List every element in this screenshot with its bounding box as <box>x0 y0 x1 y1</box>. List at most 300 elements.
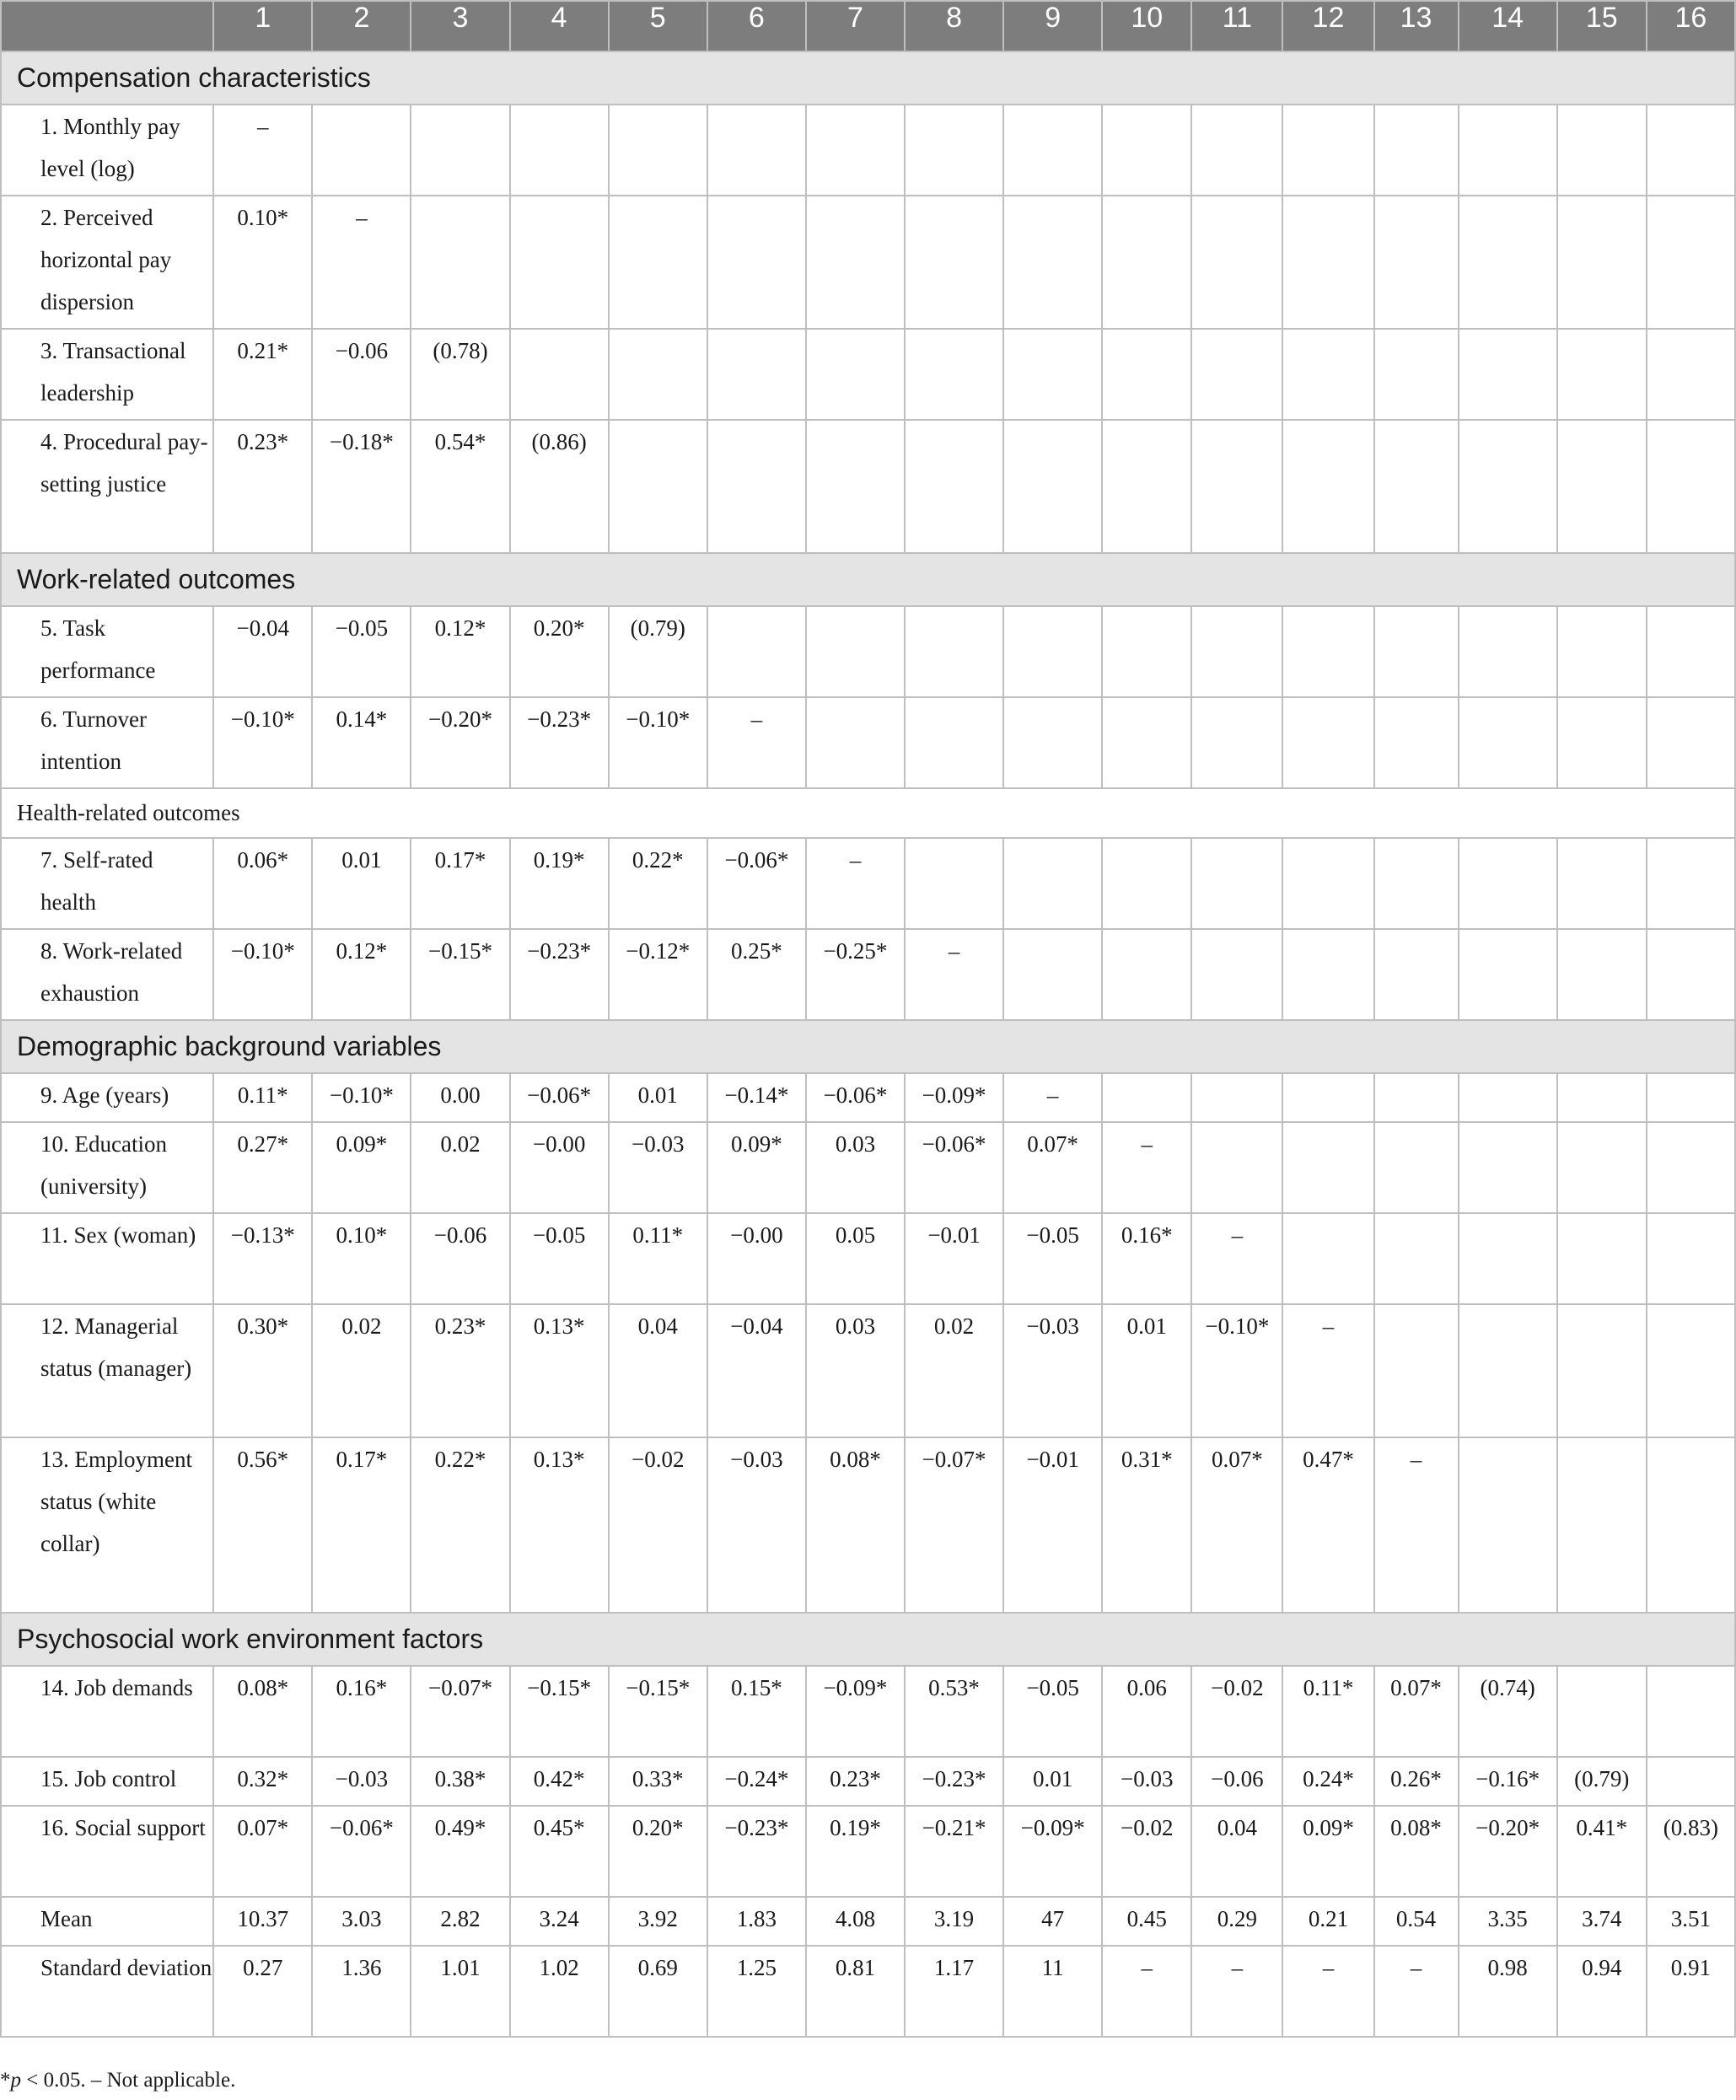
table-cell: 0.06 <box>1102 1666 1191 1757</box>
table-cell: 0.11* <box>1282 1666 1373 1757</box>
table-cell: 0.30* <box>213 1304 312 1437</box>
table-cell <box>1282 196 1373 329</box>
table-cell <box>1003 606 1102 697</box>
table-cell: −0.03 <box>1003 1304 1102 1437</box>
table-cell <box>905 329 1003 420</box>
table-cell: (0.74) <box>1459 1666 1557 1757</box>
table-cell <box>1647 420 1735 553</box>
table-cell: −0.03 <box>707 1437 806 1613</box>
table-cell: 0.02 <box>312 1304 411 1437</box>
table-cell: 0.32* <box>213 1757 312 1806</box>
table-cell: −0.05 <box>510 1213 609 1304</box>
table-cell <box>1647 1437 1735 1613</box>
table-cell <box>707 105 806 196</box>
table-row <box>1 1304 1735 1437</box>
table-cell: −0.06* <box>707 838 806 929</box>
table-cell: – <box>806 838 905 929</box>
table-cell <box>1282 329 1373 420</box>
table-cell: −0.09* <box>1003 1806 1102 1897</box>
table-cell: 0.04 <box>1191 1806 1282 1897</box>
table-cell: 0.01 <box>312 838 411 929</box>
table-cell <box>1282 1122 1373 1213</box>
table-cell <box>1557 105 1647 196</box>
table-cell <box>1647 1073 1735 1122</box>
table-cell <box>1557 697 1647 788</box>
table-cell: 0.27 <box>213 1946 312 2037</box>
table-cell <box>1191 420 1282 553</box>
table-cell: 0.49* <box>411 1806 509 1897</box>
table-cell <box>1191 105 1282 196</box>
table-cell: – <box>1102 1946 1191 2037</box>
table-cell: 0.98 <box>1459 1946 1557 2037</box>
table-cell: −0.04 <box>707 1304 806 1437</box>
table-cell <box>1191 1122 1282 1213</box>
row-label: 10. Education (university) <box>1 1122 213 1213</box>
table-cell <box>1374 1122 1459 1213</box>
table-cell: 1.17 <box>905 1946 1003 2037</box>
table-cell: 0.53* <box>905 1666 1003 1757</box>
table-cell <box>1557 1213 1647 1304</box>
table-cell <box>707 606 806 697</box>
table-cell: (0.79) <box>1557 1757 1647 1806</box>
table-cell: 0.05 <box>806 1213 905 1304</box>
table-cell: −0.03 <box>609 1122 707 1213</box>
table-row <box>1 697 1735 788</box>
table-cell <box>1459 1304 1557 1437</box>
table-cell: −0.09* <box>905 1073 1003 1122</box>
table-cell: 1.25 <box>707 1946 806 2037</box>
table-cell: 47 <box>1003 1897 1102 1946</box>
table-cell: 11 <box>1003 1946 1102 2037</box>
column-header-14: 14 <box>1459 1 1557 51</box>
table-cell: 0.08* <box>1374 1806 1459 1897</box>
table-cell: 0.24* <box>1282 1757 1373 1806</box>
header-corner-cell <box>1 1 213 51</box>
table-cell: −0.10* <box>1191 1304 1282 1437</box>
column-header-15: 15 <box>1557 1 1647 51</box>
table-cell: 0.31* <box>1102 1437 1191 1613</box>
table-cell: 0.10* <box>312 1213 411 1304</box>
table-cell <box>1003 697 1102 788</box>
table-cell: – <box>1191 1946 1282 2037</box>
table-cell <box>905 838 1003 929</box>
table-cell <box>905 697 1003 788</box>
table-cell: 0.21 <box>1282 1897 1373 1946</box>
table-cell: – <box>707 697 806 788</box>
table-cell <box>1557 420 1647 553</box>
table-cell <box>1003 196 1102 329</box>
table-cell: 10.37 <box>213 1897 312 1946</box>
table-cell: −0.12* <box>609 929 707 1020</box>
table-cell <box>1459 606 1557 697</box>
table-cell: (0.86) <box>510 420 609 553</box>
table-cell: −0.21* <box>905 1806 1003 1897</box>
table-cell <box>510 105 609 196</box>
table-cell: 0.08* <box>213 1666 312 1757</box>
table-cell: 0.27* <box>213 1122 312 1213</box>
table-cell <box>1459 697 1557 788</box>
table-cell: −0.06 <box>411 1213 509 1304</box>
table-cell <box>1459 420 1557 553</box>
column-header-4: 4 <box>510 1 609 51</box>
table-footnote <box>0 2069 235 2092</box>
table-cell: −0.06 <box>312 329 411 420</box>
table-cell: −0.10* <box>609 697 707 788</box>
table-cell: – <box>312 196 411 329</box>
table-cell: −0.00 <box>510 1122 609 1213</box>
table-cell <box>1003 420 1102 553</box>
table-row <box>1 1806 1735 1897</box>
table-cell <box>312 105 411 196</box>
table-cell: 0.45* <box>510 1806 609 1897</box>
table-cell: −0.06* <box>510 1073 609 1122</box>
table-cell <box>1003 838 1102 929</box>
table-cell: 0.16* <box>1102 1213 1191 1304</box>
table-cell <box>609 420 707 553</box>
table-cell <box>905 606 1003 697</box>
table-cell <box>806 329 905 420</box>
table-cell: 0.09* <box>312 1122 411 1213</box>
table-row <box>1 1213 1735 1304</box>
table-cell <box>1459 1122 1557 1213</box>
table-cell <box>707 329 806 420</box>
section-header-row <box>1 51 1735 105</box>
table-cell <box>1282 697 1373 788</box>
table-cell <box>1459 929 1557 1020</box>
table-cell: 0.19* <box>510 838 609 929</box>
table-cell <box>1557 329 1647 420</box>
table-cell: 0.02 <box>905 1304 1003 1437</box>
table-cell: 0.12* <box>411 606 509 697</box>
table-row <box>1 1122 1735 1213</box>
table-cell: 0.17* <box>411 838 509 929</box>
table-row <box>1 1946 1735 2037</box>
table-cell <box>1557 606 1647 697</box>
column-header-10: 10 <box>1102 1 1191 51</box>
table-cell: 0.69 <box>609 1946 707 2037</box>
table-cell <box>1282 606 1373 697</box>
table-cell: −0.00 <box>707 1213 806 1304</box>
table-row <box>1 1757 1735 1806</box>
table-cell <box>806 697 905 788</box>
row-label: 12. Managerial status (manager) <box>1 1304 213 1437</box>
table-cell: 0.12* <box>312 929 411 1020</box>
table-cell <box>1102 1073 1191 1122</box>
table-cell: −0.10* <box>213 697 312 788</box>
row-label: 16. Social support <box>1 1806 213 1897</box>
table-cell: 0.25* <box>707 929 806 1020</box>
table-body <box>1 51 1735 2037</box>
row-label: 15. Job control <box>1 1757 213 1806</box>
table-cell <box>1102 838 1191 929</box>
table-cell <box>1459 105 1557 196</box>
column-header-1: 1 <box>213 1 312 51</box>
table-cell: 0.03 <box>806 1304 905 1437</box>
table-cell: – <box>1003 1073 1102 1122</box>
column-header-2: 2 <box>312 1 411 51</box>
table-cell <box>1459 1073 1557 1122</box>
column-header-9: 9 <box>1003 1 1102 51</box>
table-row <box>1 329 1735 420</box>
table-cell <box>1282 929 1373 1020</box>
table-cell: −0.01 <box>905 1213 1003 1304</box>
table-row <box>1 1073 1735 1122</box>
table-cell: 0.11* <box>213 1073 312 1122</box>
table-cell: 0.09* <box>707 1122 806 1213</box>
table-cell: 0.21* <box>213 329 312 420</box>
table-cell: 0.54 <box>1374 1897 1459 1946</box>
table-cell <box>1647 1213 1735 1304</box>
table-cell: 0.19* <box>806 1806 905 1897</box>
row-label: 8. Work-related exhaustion <box>1 929 213 1020</box>
table-cell <box>1459 838 1557 929</box>
table-cell: 0.01 <box>609 1073 707 1122</box>
table-cell <box>1102 929 1191 1020</box>
table-cell: 0.54* <box>411 420 509 553</box>
table-cell: 0.20* <box>609 1806 707 1897</box>
table-cell: 3.24 <box>510 1897 609 1946</box>
table-cell: −0.05 <box>312 606 411 697</box>
table-cell: 3.51 <box>1647 1897 1735 1946</box>
table-cell <box>1647 1757 1735 1806</box>
table-cell <box>1647 1666 1735 1757</box>
table-cell: 1.36 <box>312 1946 411 2037</box>
table-cell: 4.08 <box>806 1897 905 1946</box>
table-cell <box>1191 606 1282 697</box>
table-cell <box>1374 1073 1459 1122</box>
row-label: 1. Monthly pay level (log) <box>1 105 213 196</box>
section-title: Demographic background variables <box>1 1020 1735 1073</box>
table-cell <box>1191 196 1282 329</box>
table-cell: −0.09* <box>806 1666 905 1757</box>
table-cell <box>1374 329 1459 420</box>
table-cell <box>1647 838 1735 929</box>
table-cell: 0.91 <box>1647 1946 1735 2037</box>
column-header-12: 12 <box>1282 1 1373 51</box>
table-cell <box>905 196 1003 329</box>
table-cell <box>1282 1073 1373 1122</box>
row-label: 2. Perceived horizontal pay dispersion <box>1 196 213 329</box>
table-cell: 0.09* <box>1282 1806 1373 1897</box>
table-cell <box>1557 1304 1647 1437</box>
table-cell: 0.38* <box>411 1757 509 1806</box>
table-cell: 0.94 <box>1557 1946 1647 2037</box>
table-cell: 0.06* <box>213 838 312 929</box>
table-cell <box>806 105 905 196</box>
table-cell: 0.20* <box>510 606 609 697</box>
table-cell <box>1102 606 1191 697</box>
table-cell: 0.22* <box>411 1437 509 1613</box>
table-cell <box>1102 105 1191 196</box>
table-cell: – <box>1374 1946 1459 2037</box>
table-cell: 0.45 <box>1102 1897 1191 1946</box>
table-cell: 0.22* <box>609 838 707 929</box>
table-cell: 0.13* <box>510 1304 609 1437</box>
table-cell <box>1282 420 1373 553</box>
table-cell: −0.03 <box>312 1757 411 1806</box>
table-cell <box>1557 1122 1647 1213</box>
row-label: Mean <box>1 1897 213 1946</box>
table-cell <box>1374 196 1459 329</box>
table-cell: −0.05 <box>1003 1666 1102 1757</box>
table-cell: −0.20* <box>411 697 509 788</box>
table-row <box>1 606 1735 697</box>
table-cell: −0.06* <box>806 1073 905 1122</box>
table-cell <box>1647 606 1735 697</box>
table-cell: −0.05 <box>1003 1213 1102 1304</box>
table-cell: −0.03 <box>1102 1757 1191 1806</box>
section-title: Health-related outcomes <box>1 788 1735 838</box>
table-cell <box>1191 697 1282 788</box>
table-cell: −0.13* <box>213 1213 312 1304</box>
table-cell: 0.10* <box>213 196 312 329</box>
table-cell <box>609 329 707 420</box>
table-cell: 0.01 <box>1102 1304 1191 1437</box>
table-cell <box>1647 105 1735 196</box>
table-cell: 3.74 <box>1557 1897 1647 1946</box>
table-cell: 0.26* <box>1374 1757 1459 1806</box>
table-cell <box>1459 196 1557 329</box>
table-cell: 0.13* <box>510 1437 609 1613</box>
table-cell <box>1374 697 1459 788</box>
table-cell: 0.11* <box>609 1213 707 1304</box>
row-label: 9. Age (years) <box>1 1073 213 1122</box>
section-header-row <box>1 1613 1735 1666</box>
table-cell: 0.33* <box>609 1757 707 1806</box>
table-cell: 0.07* <box>1003 1122 1102 1213</box>
table-cell: −0.10* <box>312 1073 411 1122</box>
section-title: Compensation characteristics <box>1 51 1735 105</box>
table-cell: −0.07* <box>411 1666 509 1757</box>
table-cell: – <box>1374 1437 1459 1613</box>
row-label: 6. Turnover intention <box>1 697 213 788</box>
row-label: 4. Procedural pay-setting justice <box>1 420 213 553</box>
row-label: 13. Employment status (white collar) <box>1 1437 213 1613</box>
footnote-p-symbol: p <box>10 2069 21 2092</box>
table-cell: 1.02 <box>510 1946 609 2037</box>
column-header-16: 16 <box>1647 1 1735 51</box>
table-cell <box>1557 838 1647 929</box>
table-cell: – <box>1282 1304 1373 1437</box>
table-cell <box>1459 1213 1557 1304</box>
table-cell <box>1191 1073 1282 1122</box>
table-cell: 0.02 <box>411 1122 509 1213</box>
table-cell <box>905 420 1003 553</box>
table-cell: −0.07* <box>905 1437 1003 1613</box>
table-cell <box>1003 929 1102 1020</box>
table-cell <box>1647 697 1735 788</box>
table-cell: 0.23* <box>213 420 312 553</box>
table-cell: −0.20* <box>1459 1806 1557 1897</box>
section-title: Psychosocial work environment factors <box>1 1613 1735 1666</box>
table-cell <box>1647 329 1735 420</box>
table-cell: 0.07* <box>213 1806 312 1897</box>
table-cell: −0.02 <box>1102 1806 1191 1897</box>
table-cell: 0.16* <box>312 1666 411 1757</box>
table-cell: 0.56* <box>213 1437 312 1613</box>
row-label: 5. Task performance <box>1 606 213 697</box>
table-cell <box>806 420 905 553</box>
column-header-6: 6 <box>707 1 806 51</box>
table-cell: −0.23* <box>510 697 609 788</box>
table-cell: 0.07* <box>1374 1666 1459 1757</box>
row-label: 3. Transactional leadership <box>1 329 213 420</box>
table-cell <box>1102 196 1191 329</box>
table-cell <box>1374 420 1459 553</box>
table-cell: 0.07* <box>1191 1437 1282 1613</box>
table-cell <box>1282 838 1373 929</box>
row-label: 11. Sex (woman) <box>1 1213 213 1304</box>
table-cell: – <box>905 929 1003 1020</box>
table-cell: 0.08* <box>806 1437 905 1613</box>
table-cell <box>1557 1437 1647 1613</box>
table-row <box>1 1437 1735 1613</box>
table-cell: 0.29 <box>1191 1897 1282 1946</box>
table-cell <box>806 606 905 697</box>
table-cell <box>1374 838 1459 929</box>
table-cell <box>1557 1073 1647 1122</box>
table-cell: 0.81 <box>806 1946 905 2037</box>
column-header-3: 3 <box>411 1 509 51</box>
table-cell <box>1282 1213 1373 1304</box>
table-cell: −0.15* <box>609 1666 707 1757</box>
table-cell: −0.06* <box>312 1806 411 1897</box>
table-cell <box>1459 329 1557 420</box>
table-cell <box>1459 1437 1557 1613</box>
table-cell <box>1374 1304 1459 1437</box>
table-cell <box>707 420 806 553</box>
table-cell: – <box>1282 1946 1373 2037</box>
table-cell: −0.18* <box>312 420 411 553</box>
table-cell: (0.79) <box>609 606 707 697</box>
column-header-8: 8 <box>905 1 1003 51</box>
table-cell: 3.03 <box>312 1897 411 1946</box>
row-label: Standard deviation <box>1 1946 213 2037</box>
table-cell: 3.35 <box>1459 1897 1557 1946</box>
table-cell: −0.10* <box>213 929 312 1020</box>
table-cell <box>1374 929 1459 1020</box>
table-cell <box>1102 420 1191 553</box>
table-cell <box>609 105 707 196</box>
table-cell: 0.17* <box>312 1437 411 1613</box>
table-cell: −0.16* <box>1459 1757 1557 1806</box>
table-cell: 0.41* <box>1557 1806 1647 1897</box>
table-cell <box>1102 697 1191 788</box>
table-cell <box>510 329 609 420</box>
table-cell <box>1557 1666 1647 1757</box>
table-cell: −0.23* <box>707 1806 806 1897</box>
table-cell: −0.14* <box>707 1073 806 1122</box>
table-cell <box>411 196 509 329</box>
table-cell: 3.92 <box>609 1897 707 1946</box>
table-cell <box>1003 105 1102 196</box>
table-cell: 0.01 <box>1003 1757 1102 1806</box>
table-cell <box>1191 838 1282 929</box>
table-cell <box>1191 929 1282 1020</box>
table-cell: – <box>213 105 312 196</box>
table-cell: 1.83 <box>707 1897 806 1946</box>
table-cell: −0.02 <box>609 1437 707 1613</box>
table-cell: −0.06 <box>1191 1757 1282 1806</box>
table-cell: 1.01 <box>411 1946 509 2037</box>
table-row <box>1 105 1735 196</box>
table-cell: – <box>1102 1122 1191 1213</box>
table-cell: −0.25* <box>806 929 905 1020</box>
table-cell <box>905 105 1003 196</box>
table-cell: 0.23* <box>411 1304 509 1437</box>
table-cell: 0.03 <box>806 1122 905 1213</box>
table-cell: 0.23* <box>806 1757 905 1806</box>
